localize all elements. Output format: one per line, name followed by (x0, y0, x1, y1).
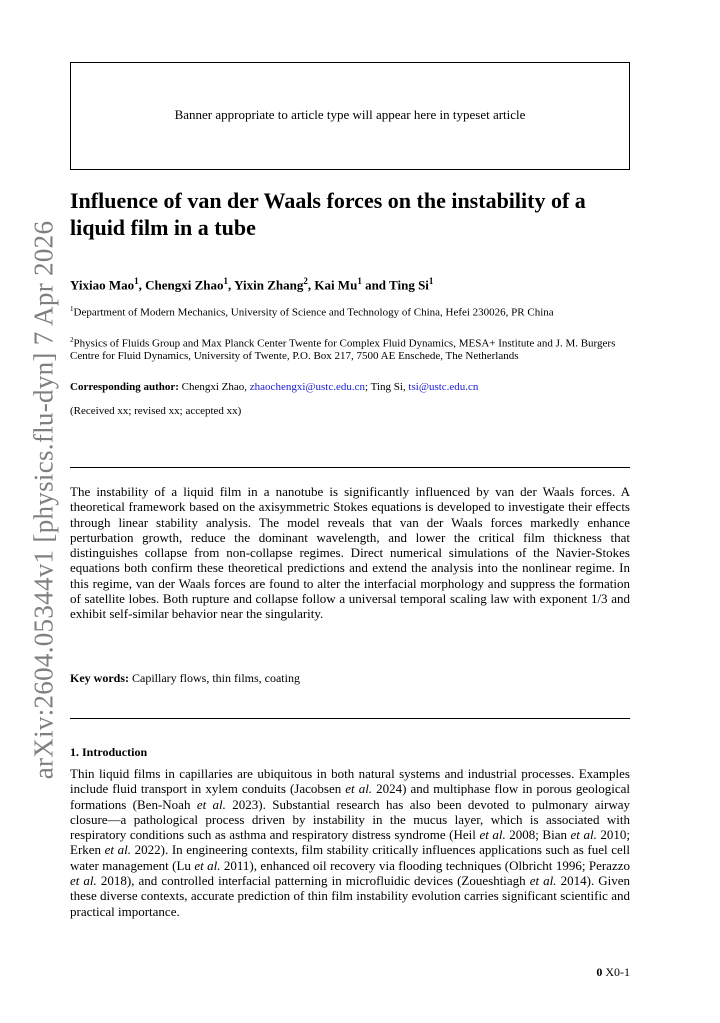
intro-text: 2014). Given these diverse contexts, accurate prediction of thin film instability evolution carries significant scientific and practical importance. (70, 873, 631, 919)
intro-text: 2022). In engineering contexts, film stability critically influences applications such as fuel cell water management (Lu (70, 842, 630, 873)
author-separator: and (361, 277, 390, 293)
divider (70, 467, 630, 468)
arxiv-identifier: arXiv:2604.05344v1 [physics.flu-dyn] 7 Apr 2026 (28, 220, 59, 780)
keywords (70, 671, 630, 686)
banner-text: Banner appropriate to article type will appear here in typeset article (174, 107, 526, 122)
corresponding-name: Chengxi Zhao, (181, 381, 248, 393)
affiliation (70, 334, 630, 362)
intro-text: 2018), and controlled interfacial patterning in microfluidic devices (Zoueshtiagh (96, 873, 530, 889)
affiliation-number: 2 (70, 336, 74, 344)
banner-placeholder (70, 62, 630, 170)
intro-text: 2023). Substantial research has also been devoted to pulmonary airway closure—a pathological process driven by instability in the mucus layer, which is associated with respiratory conditions such as asthma and respiratory distress syndrome (Heil (70, 796, 630, 843)
author-name: Ting Si (389, 277, 429, 293)
keywords-label: Key words: (70, 671, 129, 685)
author-separator: , (307, 277, 315, 293)
intro-text-italic: et al. (104, 842, 132, 858)
author-affiliation-mark: 1 (134, 276, 139, 286)
author-name: Chengxi Zhao (145, 277, 224, 293)
intro-text: 2010; Erken (70, 827, 630, 858)
page-number-text: X0-1 (602, 965, 630, 979)
intro-text: 2011), enhanced oil recovery via flooding techniques (Olbricht 1996; Perazzo (220, 857, 630, 873)
corresponding-label: Corresponding author: (70, 381, 179, 393)
affiliation-number: 1 (70, 305, 74, 313)
author-list (70, 276, 630, 293)
intro-text-italic: et al. (479, 827, 506, 843)
intro-text-italic: et al. (345, 781, 373, 797)
introduction-paragraph (70, 766, 630, 919)
author-affiliation-mark: 1 (223, 276, 229, 286)
intro-text-italic: et al. (196, 796, 226, 812)
author-name: Kai Mu (314, 277, 358, 293)
email-link[interactable]: tsi@ustc.edu.cn (408, 381, 479, 393)
author-name: Yixiao Mao (70, 277, 135, 293)
affiliation-text: Physics of Fluids Group and Max Planck Center Twente for Complex Fluid Dynamics, MESA+ Institute and J. M. Burgers Centre for Fluid Dynamics, University of Twente, P.O. Box 217, 7500 AE Enschede, The Netherlands (70, 337, 616, 362)
author-name: Yixin Zhang (234, 277, 304, 293)
page-number-bold: 0 (596, 965, 603, 979)
section-heading: 1. Introduction (70, 745, 148, 759)
affiliation (70, 303, 630, 319)
author-affiliation-mark: 1 (357, 276, 362, 286)
intro-text: 2024) and multiphase flow in porous geological formations (Ben-Noah (70, 781, 630, 812)
author-separator: , (228, 277, 235, 293)
author-separator: , (138, 277, 146, 293)
intro-text-italic: et al. (70, 873, 97, 889)
keywords-text: Capillary flows, thin films, coating (132, 671, 300, 685)
corresponding-separator: ; Ting Si, (365, 381, 406, 393)
divider (70, 718, 630, 719)
received-dates: (Received xx; revised xx; accepted xx) (70, 405, 242, 417)
abstract: The instability of a liquid film in a nanotube is significantly influenced by van der Waals forces. A theoretical framework based on the axisymmetric Stokes equations is developed to investigate their effects through linear stability analysis. The model reveals that van der Waals forces markedly enhance perturbation growth, reduce the dominant wavelength, and lower the critical film thickness that distinguishes collapse from non-collapse regimes. Direct numerical simulations of the Navier-Stokes equations both confirm these theoretical predictions and extend the analysis into the nonlinear regime. In this regime, van der Waals forces are found to alter the interfacial morphology and suppress the formation of satellite lobes. Both rupture and collapse follow a universal temporal scaling law with exponent 1/3 and exhibit self-similar behavior near the singularity. (70, 484, 630, 622)
intro-text-italic: et al. (194, 857, 221, 873)
author-affiliation-mark: 2 (303, 276, 308, 286)
corresponding-author (70, 381, 630, 393)
intro-text-italic: et al. (529, 873, 557, 889)
intro-text: Thin liquid films in capillaries are ubiquitous in both natural systems and industrial processes. Examples include fluid transport in xylem conduits (Jacobsen (70, 766, 630, 797)
intro-text-italic: et al. (570, 827, 597, 843)
email-link[interactable]: zhaochengxi@ustc.edu.cn (249, 381, 365, 393)
author-affiliation-mark: 1 (428, 276, 434, 286)
intro-text: 2008; Bian (505, 827, 571, 843)
affiliation-text: Department of Modern Mechanics, University of Science and Technology of China, Hefei 230026, PR China (73, 306, 554, 319)
page-number (596, 965, 630, 980)
paper-title: Influence of van der Waals forces on the instability of a liquid film in a tube (70, 188, 586, 240)
